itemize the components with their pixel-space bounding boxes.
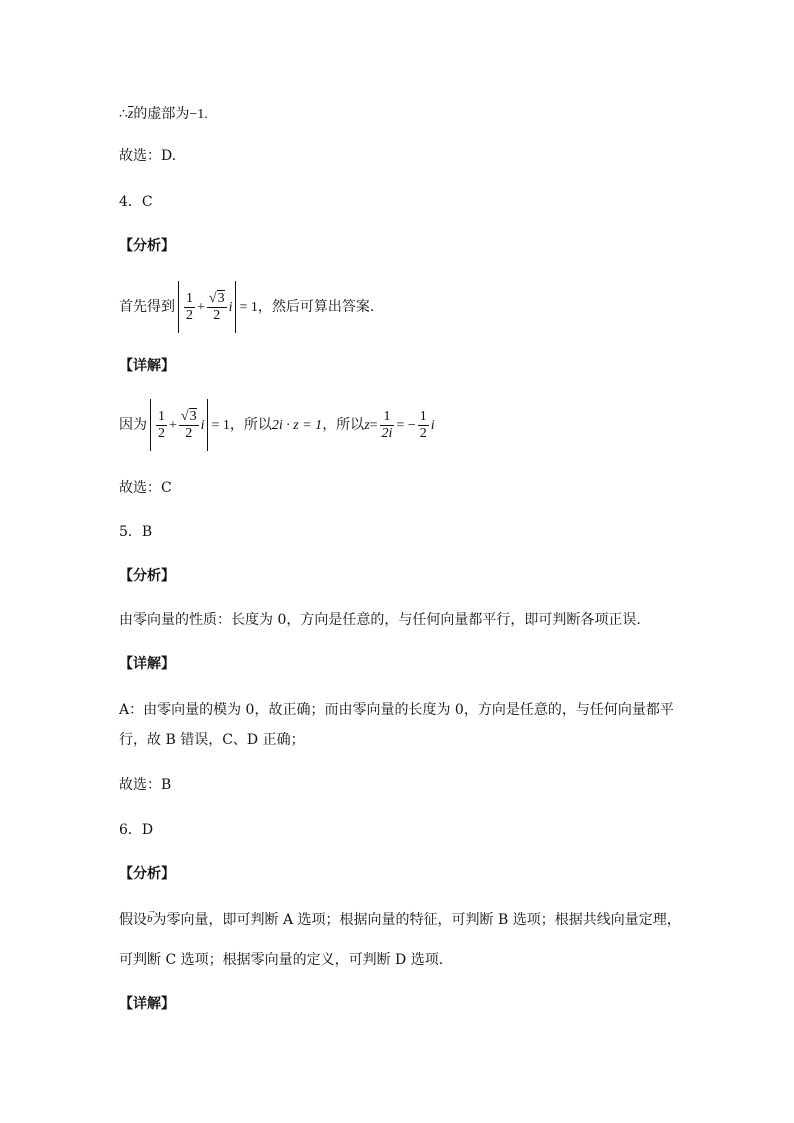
analysis-6-line2: 可判断 C 选项；根据零向量的定义，可判断 D 选项.	[119, 952, 444, 968]
plus-sign: +	[197, 300, 205, 315]
detail-4-pre: 因为	[119, 417, 147, 433]
analysis-heading-6: 【分析】	[119, 866, 175, 882]
fraction-one-over-2i: $\frac{1}{2i}$	[381, 408, 393, 441]
imag-unit: i	[228, 300, 233, 315]
equals-one: = 1	[239, 300, 258, 315]
fraction-half-2: $\frac{1}{2}$	[158, 408, 165, 441]
imag-unit-3: i	[430, 418, 435, 433]
therefore-symbol: ∴	[119, 106, 128, 122]
vector-b: → b	[147, 905, 156, 925]
expr-2iz: 2i · z = 1	[271, 418, 323, 433]
detail-heading-4: 【详解】	[119, 358, 175, 374]
abs-bar-left-2	[150, 399, 151, 451]
conj-z: $\overline{z}$	[127, 107, 134, 122]
imag-value: −1.	[189, 107, 208, 122]
plus-sign-2: +	[169, 418, 177, 433]
imag-unit-2: i	[200, 418, 205, 433]
analysis-heading-5: 【分析】	[119, 568, 175, 584]
so-text-2: ，所以	[322, 417, 365, 433]
analysis-6-post: 为零向量，即可判断 A 选项；根据向量的特征，可判断 B 选项；根据共线向量定理，	[152, 912, 681, 928]
var-z: z	[364, 418, 370, 433]
equals-one-2: = 1	[211, 418, 230, 433]
analysis-4-pre: 首先得到	[119, 299, 175, 315]
equals-sign: =	[369, 418, 378, 433]
answer-3: 故选：D.	[119, 148, 177, 164]
analysis-4-post: ，然后可算出答案.	[257, 299, 375, 315]
equals-neg: = −	[396, 418, 416, 433]
question-6-heading: 6．D	[119, 822, 154, 838]
analysis-4-text	[119, 280, 374, 334]
fraction-half-3: $\frac{1}{2}$	[419, 408, 427, 441]
detail-4-text	[119, 398, 435, 452]
analysis-heading-4: 【分析】	[119, 238, 175, 254]
fraction-sqrt3-half-2: $\frac{√3}{2}$	[180, 409, 197, 441]
question-4-heading: 4．C	[119, 194, 153, 210]
analysis-6-pre: 假设	[119, 912, 147, 928]
fraction-sqrt3-half: $\frac{√3}{2}$	[208, 291, 225, 323]
detail-heading-6: 【详解】	[119, 996, 175, 1012]
abs-bar-left	[178, 281, 179, 333]
answer-5: 故选：B	[119, 777, 172, 793]
analysis-6-line1	[119, 905, 681, 931]
detail-heading-5: 【详解】	[119, 656, 175, 672]
fraction-half: $\frac{1}{2}$	[186, 290, 193, 323]
detail-5-line1: A：由零向量的模为 0，故正确；而由零向量的长度为 0，方向是任意的，与任何向量都平	[119, 702, 674, 718]
analysis-5-text: 由零向量的性质：长度为 0，方向是任意的，与任何向量都平行，即可判断各项正误.	[119, 612, 641, 628]
detail-5-line2: 行，故 B 错误，C、D 正确；	[119, 732, 305, 748]
abs-bar-right-2	[207, 399, 208, 451]
line-imag-part	[119, 104, 208, 125]
so-text-1: ，所以	[229, 417, 272, 433]
imag-text: 的虚部为	[133, 106, 190, 122]
answer-4: 故选：C	[119, 480, 172, 496]
question-5-heading: 5．B	[119, 524, 153, 540]
abs-bar-right	[235, 281, 236, 333]
